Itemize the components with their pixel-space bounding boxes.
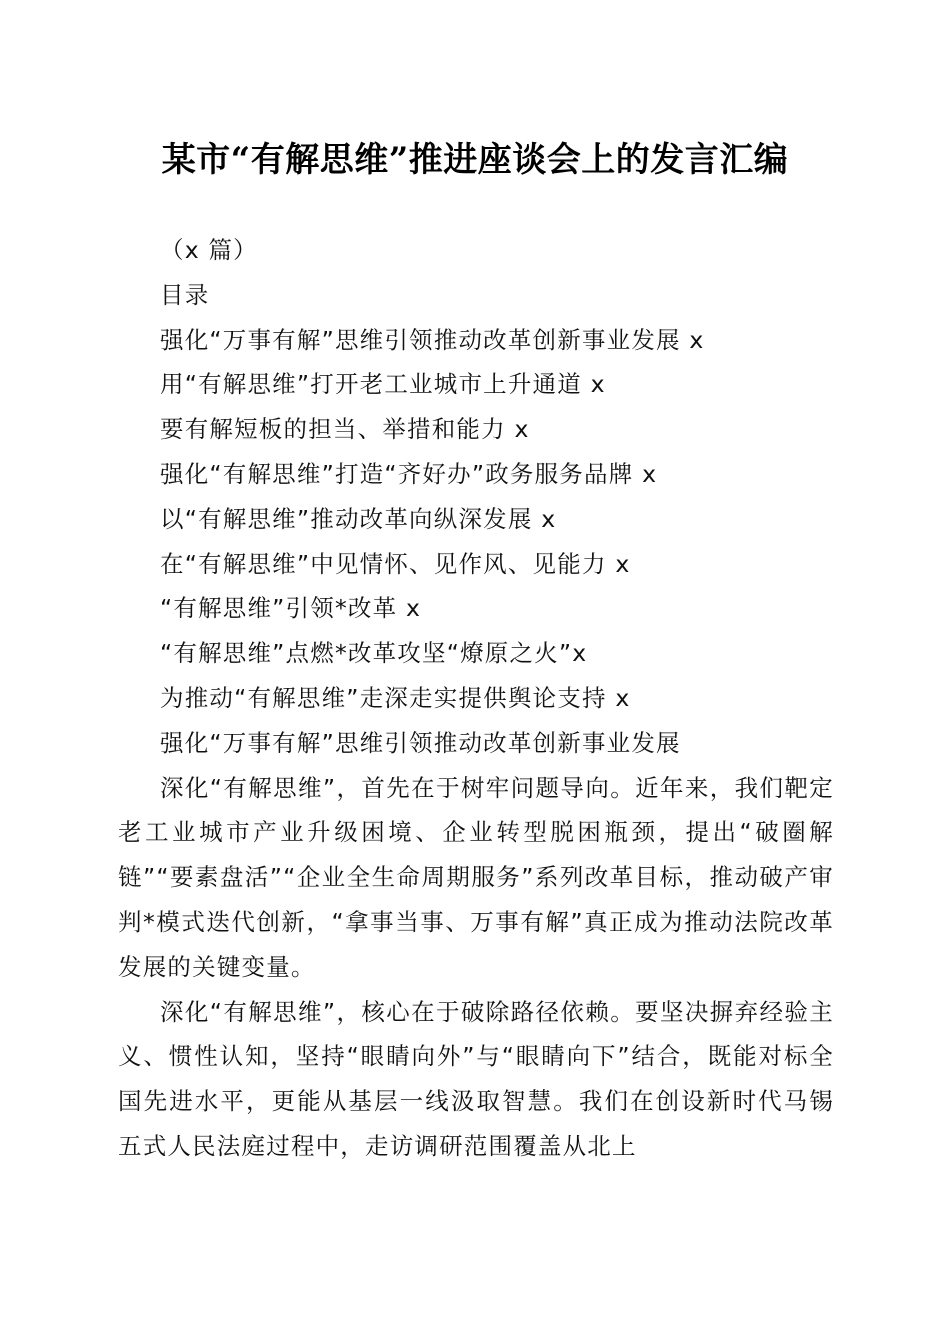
count-note: （x 篇）	[160, 236, 258, 264]
toc-item[interactable]: 要有解短板的担当、举措和能力 x	[160, 415, 530, 444]
toc-item[interactable]: 在“有解思维”中见情怀、见作风、见能力 x	[160, 549, 631, 578]
body-paragraph: 深化“有解思维”，核心在于破除路径依赖。要坚决摒弃经验主义、惯性认知，坚持“眼睛向外”与“眼睛向下”结合，既能对标全国先进水平，更能从基层一线汲取智慧。我们在创设新时代马锡五式人民法庭过程中，走访调研范围覆盖从北上	[118, 997, 834, 1160]
document-body	[118, 228, 834, 1169]
toc-item[interactable]: 为推动“有解思维”走深走实提供舆论支持 x	[160, 683, 631, 712]
toc-heading: 目录	[160, 280, 210, 309]
section-heading: 强化“万事有解”思维引领推动改革创新事业发展	[160, 728, 681, 757]
document-title: 某市“有解思维”推进座谈会上的发言汇编	[161, 140, 789, 180]
body-paragraph: 深化“有解思维”，首先在于树牢问题导向。近年来，我们靶定老工业城市产业升级困境、企业转型脱困瓶颈，提出“破圈解链”“要素盘活”“企业全生命周期服务”系列改革目标，推动破产审判*模式迭代创新，“拿事当事、万事有解”真正成为推动法院改革发展的关键变量。	[118, 773, 834, 981]
toc-item[interactable]: 以“有解思维”推动改革向纵深发展 x	[160, 504, 557, 533]
toc-item[interactable]: “有解思维”引领*改革 x	[160, 594, 422, 623]
toc-item[interactable]: 用“有解思维”打开老工业城市上升通道 x	[160, 370, 606, 399]
toc-item[interactable]: 强化“万事有解”思维引领推动改革创新事业发展 x	[160, 325, 705, 354]
toc-item[interactable]: 强化“有解思维”打造“齐好办”政务服务品牌 x	[160, 459, 658, 488]
toc-item[interactable]: “有解思维”点燃*改革攻坚“燎原之火”x	[160, 639, 588, 668]
